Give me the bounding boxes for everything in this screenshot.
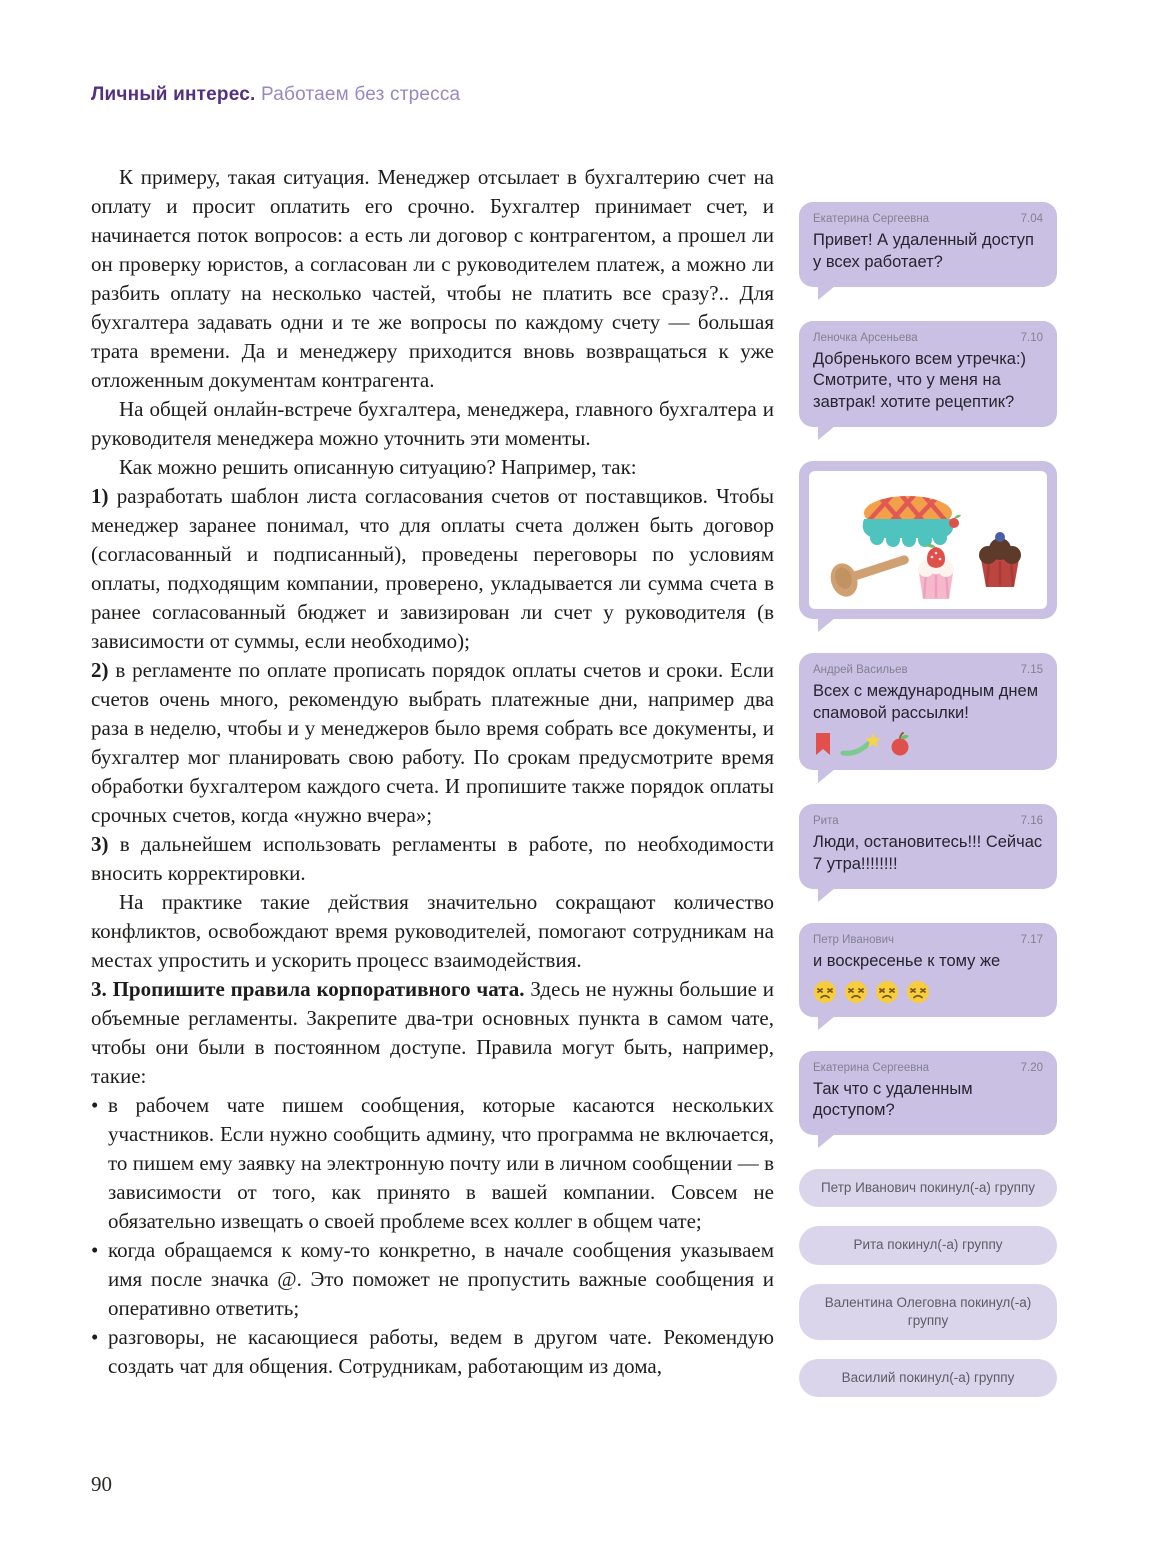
message-sender: Екатерина Сергеевна bbox=[813, 213, 930, 225]
numbered-item bbox=[91, 656, 774, 830]
chat-sidebar bbox=[799, 202, 1057, 1416]
bullet-item bbox=[91, 1091, 774, 1236]
message-text: Люди, остановитесь!!! Сейчас 7 утра!!!!!!!! bbox=[813, 833, 1043, 874]
message-sender: Петр Иванович bbox=[813, 933, 895, 946]
chat-message-bubble bbox=[799, 321, 1057, 427]
chat-image-bubble bbox=[799, 461, 1057, 619]
chat-message-bubble bbox=[799, 923, 1057, 1017]
breakfast-image bbox=[809, 471, 1047, 609]
message-time: 7.20 bbox=[1020, 1061, 1043, 1074]
message-meta bbox=[813, 815, 1043, 827]
message-text: Так что с удаленным доступом? bbox=[813, 1079, 973, 1120]
bullet-text: в рабочем чате пишем сообщения, которые касаются нескольких участников. Если нужно сообщить админу, что программа не включается, то пишем ему заявку на электронную почту или в личном сообщении — в зависимости от того, как принято в вашей компании. Совсем не обязательно извещать о своей проблеме всех коллег в общем чате; bbox=[108, 1093, 774, 1233]
article-text bbox=[91, 163, 774, 1381]
leave-notice: Валентина Олеговна покинул(-а) группу bbox=[799, 1284, 1057, 1340]
apple-icon bbox=[889, 732, 911, 756]
leave-notice: Василий покинул(-а) группу bbox=[799, 1359, 1057, 1397]
item-text: в дальнейшем использовать регламенты в работе, по необходимости вносить корректировки. bbox=[91, 832, 774, 885]
message-meta bbox=[813, 934, 1043, 946]
message-sender: Андрей Васильев bbox=[813, 663, 908, 676]
message-text: Всех с международным днем спамовой рассылки! bbox=[813, 681, 1039, 722]
message-time: 7.17 bbox=[1020, 933, 1043, 946]
numbered-item bbox=[91, 482, 774, 656]
chat-message-bubble bbox=[799, 202, 1057, 287]
message-meta bbox=[813, 1062, 1043, 1074]
strawberry-cupcake-icon bbox=[918, 544, 954, 599]
message-meta bbox=[813, 213, 1043, 225]
header-title-light: Работаем без стресса bbox=[255, 84, 461, 105]
bullet-marker: • bbox=[91, 1238, 99, 1262]
angry-face-icon bbox=[906, 980, 930, 1004]
message-text: Привет! А удаленный доступ у всех работает? bbox=[813, 231, 1034, 271]
message-time: 7.04 bbox=[1020, 213, 1043, 225]
message-text: и воскресенье к тому же bbox=[813, 951, 1001, 970]
bullet-item bbox=[91, 1236, 774, 1323]
section-text: Здесь не нужны большие и объемные регламенты. Закрепите два-три основных пункта в самом чате, чтобы они были в постоянном доступе. Правила могут быть, например, такие: bbox=[91, 977, 775, 1088]
message-sender: Екатерина Сергеевна bbox=[813, 1061, 930, 1074]
chat-message-bubble bbox=[799, 1051, 1057, 1136]
message-time: 7.16 bbox=[1020, 815, 1043, 828]
chocolate-cupcake-icon bbox=[979, 532, 1021, 587]
leave-notices bbox=[799, 1169, 1057, 1397]
item-number: 1) bbox=[91, 484, 109, 508]
pie-icon bbox=[863, 483, 961, 547]
paragraph: На практике такие действия значительно сокращают количество конфликтов, освобождают время руководителей, помогают сотрудникам на местах упростить и ускорить процесс взаимодействия. bbox=[91, 890, 774, 972]
page-number: 90 bbox=[91, 1472, 112, 1496]
spoon-icon bbox=[826, 543, 914, 600]
item-number: 2) bbox=[91, 658, 109, 682]
chat-message-bubble bbox=[799, 653, 1057, 771]
paragraph: К примеру, такая ситуация. Менеджер отсылает в бухгалтерию счет на оплату и просит оплатить его срочно. Бухгалтер принимает счет, и начинается поток вопросов: а есть ли договор с контрагентом, а прошел ли он проверку юристов, а согласован ли с руководителем платеж, а можно ли разбить оплату на несколько частей, чтобы не платить все сразу?.. Для бухгалтера задавать одни и те же вопросы по каждому счету — большая трата времени. Да и менеджеру приходится вновь возвращаться к уже отложенным документам контрагента. bbox=[91, 165, 774, 392]
bullet-text: когда обращаемся к кому-то конкретно, в начале сообщения указываем имя после значка @. Это поможет не пропустить важные сообщения и оперативно ответить; bbox=[108, 1238, 774, 1320]
shooting-star-icon bbox=[840, 731, 882, 757]
section-paragraph bbox=[91, 975, 774, 1091]
item-text: разработать шаблон листа согласования счетов от поставщиков. Чтобы менеджер заранее понимал, что для оплаты счета должен быть договор (согласованный и подписанный), проведены переговоры по условиям оплаты, подходящим компании, проверено, укладывается ли сумма счета в ранее согласованный бюджет и завизирован ли счет у руководителя (в зависимости от суммы, если необходимо); bbox=[91, 484, 774, 653]
message-emoji-row bbox=[813, 980, 1043, 1004]
message-sender: Леночка Арсеньева bbox=[813, 331, 918, 344]
inline-heading: 3. Пропишите правила корпоративного чата. bbox=[91, 977, 525, 1001]
message-meta bbox=[813, 332, 1043, 344]
angry-face-icon bbox=[844, 980, 868, 1004]
breakfast-illustration bbox=[813, 475, 1043, 605]
paragraph: Как можно решить описанную ситуацию? Например, так: bbox=[119, 455, 637, 479]
message-emoji-row bbox=[813, 731, 1043, 757]
message-sender: Рита bbox=[813, 815, 839, 828]
bullet-marker: • bbox=[91, 1325, 99, 1349]
ribbon-icon bbox=[813, 732, 833, 756]
message-time: 7.10 bbox=[1020, 331, 1043, 344]
chat-message-bubble bbox=[799, 804, 1057, 889]
running-header bbox=[91, 84, 460, 106]
bullet-text: разговоры, не касающиеся работы, ведем в другом чате. Рекомендую создать чат для общения. Сотрудникам, работающим из дома, bbox=[108, 1325, 774, 1378]
angry-face-icon bbox=[813, 980, 837, 1004]
paragraph: На общей онлайн-встрече бухгалтера, менеджера, главного бухгалтера и руководителя менеджера можно уточнить эти моменты. bbox=[91, 397, 774, 450]
message-time: 7.15 bbox=[1020, 663, 1043, 676]
message-meta bbox=[813, 664, 1043, 676]
header-title-bold: Личный интерес. bbox=[91, 84, 256, 105]
item-text: в регламенте по оплате прописать порядок оплаты счетов и сроки. Если счетов очень много, рекомендую выбрать платежные дни, например два раза в неделю, чтобы и у менеджеров было время собрать все документы, и бухгалтер мог планировать свою работу. По срокам предусмотрите время обработки бухгалтером каждого счета. И пропишите также порядок оплаты срочных счетов, когда «нужно вчера»; bbox=[91, 658, 774, 827]
bullet-marker: • bbox=[91, 1093, 99, 1117]
message-text: Добренького всем утречка:) Смотрите, что у меня на завтрак! хотите рецептик? bbox=[813, 349, 1027, 412]
numbered-item bbox=[91, 830, 774, 888]
angry-face-icon bbox=[875, 980, 899, 1004]
leave-notice: Петр Иванович покинул(-а) группу bbox=[799, 1169, 1057, 1207]
bullet-item bbox=[91, 1323, 774, 1381]
item-number: 3) bbox=[91, 832, 109, 856]
leave-notice: Рита покинул(-а) группу bbox=[799, 1226, 1057, 1264]
